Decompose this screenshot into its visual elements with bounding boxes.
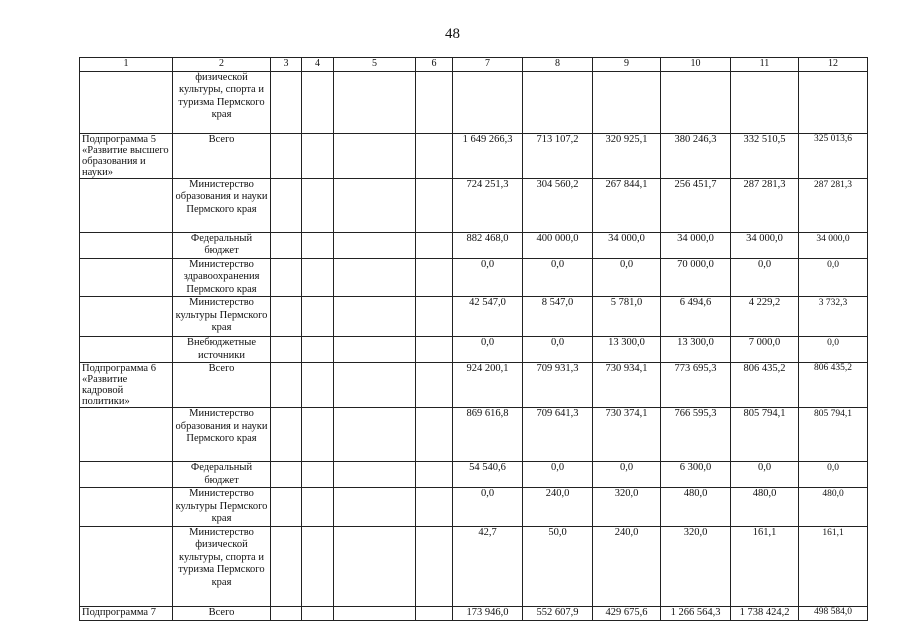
funding-source-cell: Министерство здравоохранения Пермского края bbox=[173, 258, 271, 297]
amount-cell: 0,0 bbox=[799, 258, 868, 297]
empty-cell bbox=[334, 526, 416, 606]
empty-cell bbox=[416, 488, 453, 527]
funding-source-cell: Внебюджетные источники bbox=[173, 337, 271, 363]
program-cell bbox=[80, 337, 173, 363]
amount-cell bbox=[731, 71, 799, 133]
amount-cell: 429 675,6 bbox=[593, 606, 661, 620]
empty-cell bbox=[334, 462, 416, 488]
program-cell bbox=[80, 178, 173, 232]
empty-cell bbox=[302, 408, 334, 462]
amount-cell: 240,0 bbox=[593, 526, 661, 606]
empty-cell bbox=[302, 178, 334, 232]
empty-cell bbox=[271, 133, 302, 178]
amount-cell: 713 107,2 bbox=[523, 133, 593, 178]
amount-cell bbox=[661, 71, 731, 133]
empty-cell bbox=[416, 178, 453, 232]
page-number: 48 bbox=[445, 26, 460, 42]
column-number-row bbox=[80, 58, 868, 72]
table-row bbox=[80, 462, 868, 488]
empty-cell bbox=[334, 71, 416, 133]
empty-cell bbox=[416, 526, 453, 606]
empty-cell bbox=[334, 297, 416, 337]
amount-cell: 882 468,0 bbox=[453, 232, 523, 258]
table-row bbox=[80, 297, 868, 337]
amount-cell: 42 547,0 bbox=[453, 297, 523, 337]
table-row bbox=[80, 133, 868, 178]
amount-cell: 6 494,6 bbox=[661, 297, 731, 337]
empty-cell bbox=[416, 606, 453, 620]
amount-cell: 7 000,0 bbox=[731, 337, 799, 363]
funding-source-cell: Министерство образования и науки Пермского края bbox=[173, 178, 271, 232]
amount-cell: 8 547,0 bbox=[523, 297, 593, 337]
column-number: 1 bbox=[80, 58, 173, 72]
funding-source-cell: физической культуры, спорта и туризма Пермского края bbox=[173, 71, 271, 133]
table-row bbox=[80, 232, 868, 258]
amount-cell: 34 000,0 bbox=[661, 232, 731, 258]
amount-cell: 3 732,3 bbox=[799, 297, 868, 337]
amount-cell: 806 435,2 bbox=[799, 363, 868, 408]
amount-cell: 161,1 bbox=[799, 526, 868, 606]
funding-source-cell: Федеральный бюджет bbox=[173, 462, 271, 488]
amount-cell: 320 925,1 bbox=[593, 133, 661, 178]
amount-cell: 724 251,3 bbox=[453, 178, 523, 232]
amount-cell: 0,0 bbox=[799, 462, 868, 488]
program-cell bbox=[80, 232, 173, 258]
amount-cell bbox=[593, 71, 661, 133]
amount-cell: 480,0 bbox=[661, 488, 731, 527]
empty-cell bbox=[334, 606, 416, 620]
amount-cell: 0,0 bbox=[453, 258, 523, 297]
empty-cell bbox=[302, 337, 334, 363]
amount-cell: 498 584,0 bbox=[799, 606, 868, 620]
amount-cell: 869 616,8 bbox=[453, 408, 523, 462]
column-number: 9 bbox=[593, 58, 661, 72]
column-number: 2 bbox=[173, 58, 271, 72]
program-cell bbox=[80, 488, 173, 527]
table-row bbox=[80, 363, 868, 408]
program-cell bbox=[80, 297, 173, 337]
table-row bbox=[80, 408, 868, 462]
empty-cell bbox=[334, 133, 416, 178]
program-cell bbox=[80, 71, 173, 133]
empty-cell bbox=[271, 232, 302, 258]
amount-cell: 1 266 564,3 bbox=[661, 606, 731, 620]
amount-cell: 709 641,3 bbox=[523, 408, 593, 462]
column-number: 3 bbox=[271, 58, 302, 72]
empty-cell bbox=[334, 363, 416, 408]
amount-cell: 1 738 424,2 bbox=[731, 606, 799, 620]
empty-cell bbox=[271, 606, 302, 620]
empty-cell bbox=[271, 408, 302, 462]
program-cell: Подпрограмма 7 bbox=[80, 606, 173, 620]
amount-cell: 54 540,6 bbox=[453, 462, 523, 488]
amount-cell: 34 000,0 bbox=[799, 232, 868, 258]
column-number: 11 bbox=[731, 58, 799, 72]
amount-cell: 332 510,5 bbox=[731, 133, 799, 178]
funding-source-cell: Федеральный бюджет bbox=[173, 232, 271, 258]
empty-cell bbox=[334, 488, 416, 527]
column-number: 4 bbox=[302, 58, 334, 72]
program-cell bbox=[80, 526, 173, 606]
amount-cell: 13 300,0 bbox=[661, 337, 731, 363]
program-cell bbox=[80, 258, 173, 297]
amount-cell: 13 300,0 bbox=[593, 337, 661, 363]
empty-cell bbox=[302, 606, 334, 620]
empty-cell bbox=[271, 71, 302, 133]
amount-cell: 5 781,0 bbox=[593, 297, 661, 337]
amount-cell: 806 435,2 bbox=[731, 363, 799, 408]
empty-cell bbox=[271, 462, 302, 488]
empty-cell bbox=[271, 488, 302, 527]
amount-cell: 304 560,2 bbox=[523, 178, 593, 232]
table-row bbox=[80, 606, 868, 620]
empty-cell bbox=[416, 337, 453, 363]
empty-cell bbox=[302, 462, 334, 488]
program-cell bbox=[80, 462, 173, 488]
amount-cell: 173 946,0 bbox=[453, 606, 523, 620]
amount-cell: 709 931,3 bbox=[523, 363, 593, 408]
amount-cell: 0,0 bbox=[593, 258, 661, 297]
budget-table bbox=[79, 57, 868, 621]
amount-cell: 773 695,3 bbox=[661, 363, 731, 408]
empty-cell bbox=[302, 526, 334, 606]
amount-cell: 287 281,3 bbox=[731, 178, 799, 232]
empty-cell bbox=[271, 337, 302, 363]
table-row bbox=[80, 258, 868, 297]
funding-source-cell: Министерство культуры Пермского края bbox=[173, 297, 271, 337]
table-row bbox=[80, 178, 868, 232]
empty-cell bbox=[302, 232, 334, 258]
amount-cell: 805 794,1 bbox=[799, 408, 868, 462]
amount-cell: 320,0 bbox=[593, 488, 661, 527]
amount-cell: 70 000,0 bbox=[661, 258, 731, 297]
empty-cell bbox=[271, 297, 302, 337]
amount-cell: 0,0 bbox=[453, 488, 523, 527]
funding-source-cell: Всего bbox=[173, 606, 271, 620]
empty-cell bbox=[302, 133, 334, 178]
program-cell: Подпрограмма 5 «Развитие высшего образования и науки» bbox=[80, 133, 173, 178]
amount-cell: 6 300,0 bbox=[661, 462, 731, 488]
amount-cell: 240,0 bbox=[523, 488, 593, 527]
amount-cell bbox=[453, 71, 523, 133]
amount-cell: 766 595,3 bbox=[661, 408, 731, 462]
empty-cell bbox=[302, 71, 334, 133]
empty-cell bbox=[271, 363, 302, 408]
table-row bbox=[80, 526, 868, 606]
table-row bbox=[80, 337, 868, 363]
amount-cell: 0,0 bbox=[523, 258, 593, 297]
amount-cell: 267 844,1 bbox=[593, 178, 661, 232]
empty-cell bbox=[334, 258, 416, 297]
column-number: 6 bbox=[416, 58, 453, 72]
amount-cell: 256 451,7 bbox=[661, 178, 731, 232]
funding-source-cell: Всего bbox=[173, 133, 271, 178]
empty-cell bbox=[416, 297, 453, 337]
amount-cell: 552 607,9 bbox=[523, 606, 593, 620]
empty-cell bbox=[416, 133, 453, 178]
amount-cell: 480,0 bbox=[731, 488, 799, 527]
amount-cell: 0,0 bbox=[799, 337, 868, 363]
amount-cell: 0,0 bbox=[731, 258, 799, 297]
empty-cell bbox=[271, 258, 302, 297]
amount-cell: 287 281,3 bbox=[799, 178, 868, 232]
amount-cell: 325 013,6 bbox=[799, 133, 868, 178]
amount-cell: 0,0 bbox=[593, 462, 661, 488]
amount-cell: 805 794,1 bbox=[731, 408, 799, 462]
amount-cell: 34 000,0 bbox=[593, 232, 661, 258]
amount-cell: 320,0 bbox=[661, 526, 731, 606]
empty-cell bbox=[416, 462, 453, 488]
empty-cell bbox=[271, 526, 302, 606]
column-number: 8 bbox=[523, 58, 593, 72]
amount-cell: 0,0 bbox=[453, 337, 523, 363]
column-number: 10 bbox=[661, 58, 731, 72]
amount-cell: 0,0 bbox=[523, 337, 593, 363]
empty-cell bbox=[271, 178, 302, 232]
amount-cell: 480,0 bbox=[799, 488, 868, 527]
amount-cell bbox=[523, 71, 593, 133]
empty-cell bbox=[302, 488, 334, 527]
empty-cell bbox=[302, 258, 334, 297]
amount-cell: 50,0 bbox=[523, 526, 593, 606]
empty-cell bbox=[334, 232, 416, 258]
amount-cell: 924 200,1 bbox=[453, 363, 523, 408]
empty-cell bbox=[334, 408, 416, 462]
amount-cell bbox=[799, 71, 868, 133]
amount-cell: 1 649 266,3 bbox=[453, 133, 523, 178]
amount-cell: 0,0 bbox=[523, 462, 593, 488]
amount-cell: 4 229,2 bbox=[731, 297, 799, 337]
empty-cell bbox=[416, 408, 453, 462]
amount-cell: 42,7 bbox=[453, 526, 523, 606]
empty-cell bbox=[334, 178, 416, 232]
amount-cell: 730 374,1 bbox=[593, 408, 661, 462]
empty-cell bbox=[416, 232, 453, 258]
program-cell: Подпрограмма 6 «Развитие кадровой политики» bbox=[80, 363, 173, 408]
program-cell bbox=[80, 408, 173, 462]
empty-cell bbox=[302, 297, 334, 337]
empty-cell bbox=[416, 71, 453, 133]
empty-cell bbox=[416, 258, 453, 297]
amount-cell: 380 246,3 bbox=[661, 133, 731, 178]
column-number: 7 bbox=[453, 58, 523, 72]
amount-cell: 0,0 bbox=[731, 462, 799, 488]
empty-cell bbox=[416, 363, 453, 408]
empty-cell bbox=[334, 337, 416, 363]
funding-source-cell: Министерство образования и науки Пермского края bbox=[173, 408, 271, 462]
empty-cell bbox=[302, 363, 334, 408]
funding-source-cell: Министерство физической культуры, спорта и туризма Пермского края bbox=[173, 526, 271, 606]
column-number: 5 bbox=[334, 58, 416, 72]
amount-cell: 730 934,1 bbox=[593, 363, 661, 408]
table-row bbox=[80, 488, 868, 527]
funding-source-cell: Всего bbox=[173, 363, 271, 408]
amount-cell: 34 000,0 bbox=[731, 232, 799, 258]
table-row bbox=[80, 71, 868, 133]
column-number: 12 bbox=[799, 58, 868, 72]
amount-cell: 400 000,0 bbox=[523, 232, 593, 258]
funding-source-cell: Министерство культуры Пермского края bbox=[173, 488, 271, 527]
amount-cell: 161,1 bbox=[731, 526, 799, 606]
